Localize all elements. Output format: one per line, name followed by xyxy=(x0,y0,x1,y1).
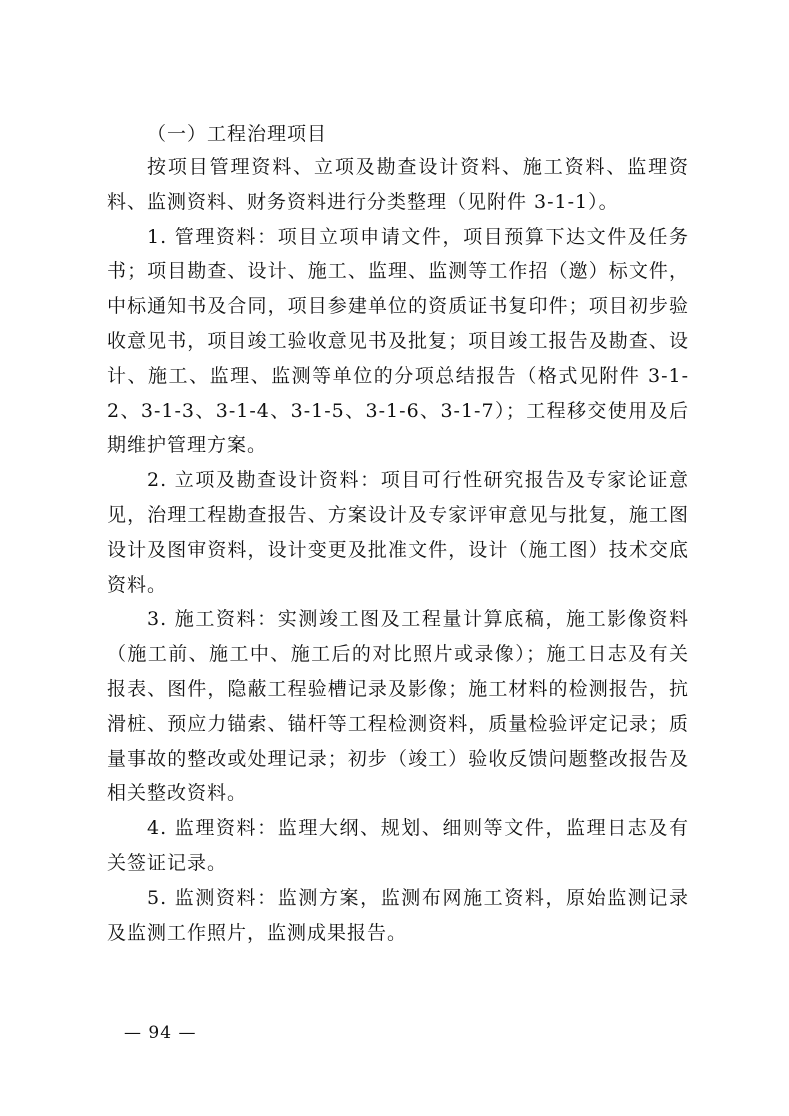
approval-survey-design-paragraph: 2. 立项及勘查设计资料：项目可行性研究报告及专家论证意见，治理工程勘查报告、方案设计及专家评审意见与批复，施工图设计及图审资料，设计变更及批准文件，设计（施工图）技术交底资料。 xyxy=(107,469,689,596)
page-number: — 94 — xyxy=(124,1023,197,1043)
intro-paragraph: 按项目管理资料、立项及勘查设计资料、施工资料、监理资料、监测资料、财务资料进行分类整理（见附件 3-1-1）。 xyxy=(107,156,689,213)
management-materials-paragraph: 1. 管理资料：项目立项申请文件，项目预算下达文件及任务书；项目勘查、设计、施工、监理、监测等工作招（邀）标文件，中标通知书及合同，项目参建单位的资质证书复印件；项目初步验收意见书，项目竣工验收意见书及批复；项目竣工报告及勘查、设计、施工、监理、监测等单位的分项总结报告（格式见附件 3-1-2、3-1-3、3-1-4、3-1-5、3-1-6、3-1-7）；工程移交使用及后期维护管理方案。 xyxy=(107,225,689,457)
supervision-materials-paragraph: 4. 监理资料：监理大纲、规划、细则等文件，监理日志及有关签证记录。 xyxy=(107,817,689,874)
section-heading: （一）工程治理项目 xyxy=(147,123,328,145)
construction-materials-paragraph: 3. 施工资料：实测竣工图及工程量计算底稿，施工影像资料（施工前、施工中、施工后的对比照片或录像）；施工日志及有关报表、图件，隐蔽工程验槽记录及影像；施工材料的检测报告，抗滑桩、预应力锚索、锚杆等工程检测资料，质量检验评定记录；质量事故的整改或处理记录；初步（竣工）验收反馈问题整改报告及相关整改资料。 xyxy=(107,608,689,805)
document-body xyxy=(107,118,689,950)
monitoring-materials-paragraph: 5. 监测资料：监测方案，监测布网施工资料，原始监测记录及监测工作照片，监测成果报告。 xyxy=(107,886,689,944)
